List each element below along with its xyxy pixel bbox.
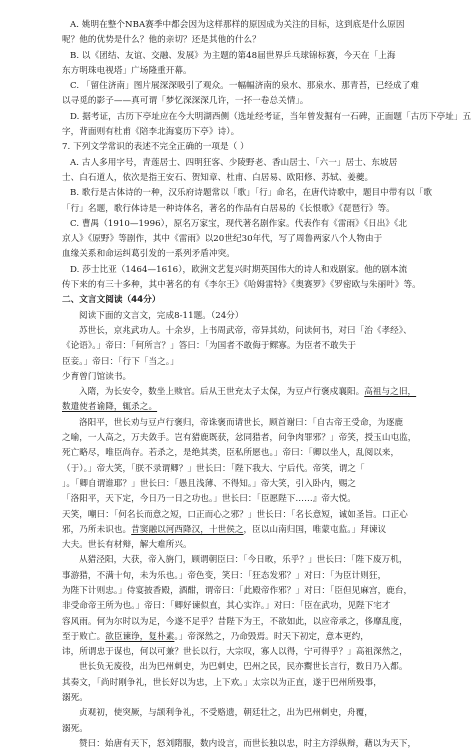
line-text: 世长负无废役，出为巴州刺史，为巴刺史，巴州之民，民亦鬻世长言行，数日乃入都。 — [79, 662, 408, 673]
text-line — [62, 630, 412, 645]
text-line — [62, 385, 417, 400]
line-text: A. 姚明在整个NBA赛季中都会因为这样那样的原因成为关注的目标，这到底是什么原因 — [70, 20, 405, 30]
line-text: 讳，所谓忠于谋也，何以可兼？世长以行，大宗叹，寡人以得，宁可得乎？」高祖深然之， — [62, 647, 408, 658]
text-line — [62, 156, 412, 171]
text-line — [62, 645, 412, 660]
text-line — [62, 278, 421, 293]
line-text: 士、白石道人，依次是指王安石、贺知章、杜甫、白居易、欧阳修、苏轼、姜夔。 — [62, 172, 374, 183]
line-text: 血缘关系和命运纠葛引发的一系列矛盾冲突。 — [62, 249, 235, 260]
line-text: 从猎泾阳，大获，帝入旃门，顾谓朝臣曰：「今日畋，乐乎？」世长曰：「陛下废万机， — [79, 555, 408, 566]
line-text: 「行」名题，歌行体诗是一种诗体名，著名的作品有白居易的《长恨歌》《琵琶行》等。 — [62, 203, 395, 214]
text-line — [62, 431, 417, 446]
text-line — [62, 140, 412, 155]
text-line — [62, 660, 412, 675]
text-line — [62, 706, 412, 721]
text-line — [62, 370, 412, 385]
line-text: B. 歌行是古体诗的一种，汉乐府诗题常以「歌」「行」命名，在唐代诗歌中，题目中带有以「歌 — [70, 188, 433, 199]
text-line — [62, 584, 412, 599]
line-text: 京人》《原野》等剧作，其中《雷雨》以20世纪30年代，写了周鲁两家八个人物由于 — [62, 234, 383, 245]
line-text: （于）。」帝大笑，「朕不录谓卿？」世长曰：「陛下我大、宁后代。帝笑，谓之「 — [62, 463, 365, 474]
line-text: 以寻觅的影子——真可谓「梦忆深深深几许，一抔一卷总关情」。 — [62, 96, 309, 107]
line-text: 《论语》。」帝曰：「何所言？」答曰：「为国者不敢侮于鳏寡。为臣者不敢失于 — [62, 341, 356, 352]
line-text: 事游猎，不满十旬，未为乐也。」帝色变，笑曰：「狂态发邪？」对曰：「为臣计则狂， — [62, 570, 387, 581]
line-text: 邪，乃所未识也。 — [62, 524, 132, 535]
line-text: 贞观初，使突厥，与颉利争礼，不受赂遗，朝廷壮之，出为巴州刺史，舟覆， — [79, 708, 373, 719]
text-line — [62, 217, 412, 232]
line-text: 」。「卿自谓谁耶？」世长曰：「愚且浅薄、不得知。」帝大笑，引入卧内，赐之 — [62, 478, 356, 489]
line-text: 入隋，为长安令，数坐上赎官。后从王世充太子太保，为豆卢行褒戍襄阳。 — [79, 387, 365, 398]
line-text: B. 以《团结、友谊、交融、发展》为主题的第48届世界乒乓球锦标赛，今天在「上海 — [70, 50, 396, 61]
line-text: D. 据考证，古历下亭址应在今大明湖西侧（选址经考证，当年曾发掘有一石碑，正面题「古历下亭址」五 — [70, 111, 472, 122]
text-line — [62, 355, 412, 370]
line-text: 赞曰：始唐有天下，怒刘隋服，数内设言，而世长独以忠，时主方浮纵辩，藉以为天下， — [79, 738, 417, 749]
line-text: 7. 下列文学常识的表述不完全正确的一项是（ ） — [62, 142, 249, 153]
line-text: 「洛阳平，天下定，今日乃一日之功也。」世长曰：「臣愿陛下……』帝大悦。 — [62, 494, 356, 505]
text-line — [62, 538, 412, 553]
line-text: 溺死。 — [62, 723, 88, 734]
text-line — [62, 569, 412, 584]
line-text: 死亡略尽，唯臣尚存。若杀之，是绝其类，臣私所愿也。」帝曰：「卿以坐人，乱阅以来， — [62, 448, 400, 459]
line-text: 为陛下计则忠。」侍宴披香殿，酒酣，谓帝曰：「此殿帝作邪？」对曰：「臣但见麻宫，鹿台， — [62, 585, 413, 596]
text-line — [62, 477, 412, 492]
text-line — [62, 691, 412, 706]
text-line — [62, 247, 412, 262]
line-text: 阅读下面的文言文，完成8-11题。（24分） — [79, 310, 244, 321]
line-text: 东方明珠电视塔」广场隆重开幕。 — [62, 65, 192, 76]
line-text: 苏世长，京兆武功人。十余岁，上书周武帝，帝异其幼，问读何书，对曰「治《孝经》、 — [79, 325, 412, 336]
text-line — [62, 110, 472, 125]
text-line — [62, 400, 412, 415]
text-line — [62, 523, 412, 538]
text-line — [62, 446, 412, 461]
text-line — [62, 309, 412, 324]
text-line — [62, 186, 433, 201]
line-text: C. 曹禺（1910—1996），原名万家宝，现代著名剧作家。代表作有《雷雨》《日出》《北 — [70, 218, 408, 229]
underlined-text: 欲臣谏诤，复朴素 — [105, 631, 175, 642]
text-line — [62, 33, 412, 48]
text-line — [62, 49, 412, 64]
text-line — [62, 462, 412, 477]
section-heading — [62, 293, 412, 308]
text-line — [62, 125, 412, 140]
text-line — [62, 737, 417, 752]
text-line — [62, 599, 412, 614]
line-text: 二、文言文阅读（44分） — [62, 295, 161, 306]
text-line — [62, 676, 412, 691]
line-text: 臣妾。」帝曰：「行下「当之。」 — [62, 356, 179, 367]
text-line — [62, 232, 412, 247]
underlined-text: 昔窦融以河西降汉，十世侯之 — [131, 524, 244, 535]
line-text: 之喻，一人高之，万夫敛手。岂有猎鹿既获，忿同猎者，问争肉罪邪？」帝笑，授玉山屯监， — [62, 433, 417, 444]
line-text: 。」帝深然之，乃命毁焉。时天下初定，意本更约， — [174, 631, 369, 642]
text-line — [62, 171, 412, 186]
line-text: 呢？他的优势是什么？他的亲切？还是其他的什么？ — [62, 35, 261, 46]
line-text: D. 莎士比亚（1464—1616），欧洲文艺复兴时期英国伟大的诗人和戏剧家。他的剧本流 — [70, 264, 408, 275]
underlined-text: 数遣使者谕降，辄杀之。 — [62, 402, 158, 413]
text-line — [62, 492, 412, 507]
line-text: 非受命帝王所为也。」帝曰：「卿好谏似直，其心实诈。」对曰：「臣在武功，见陛下宅才 — [62, 601, 391, 612]
line-text: 大夫。世长有材辩，解大难所兴。 — [62, 540, 192, 551]
underlined-text: 高祖与之旧， — [364, 387, 417, 398]
text-line — [62, 615, 412, 630]
text-line — [62, 324, 412, 339]
line-text: 传下来的有三十多种，其中著名的有《李尔王》《哈姆雷特》《奥赛罗》《罗密欧与朱丽叶》等。 — [62, 280, 421, 291]
line-text: 容风雨。何为尔时以为足，今遂不足乎？昔陛下为王，不欲如此，以应帝承之，侈靡乱度， — [62, 616, 408, 627]
text-line — [62, 416, 412, 431]
line-text: A. 古人多用字号，青莲居士、四明狂客、少陵野老、香山居士、「六一」居士、东坡居 — [70, 157, 398, 168]
line-text: 字，背面则有杜甫《陪李北海宴历下亭》诗）。 — [62, 127, 240, 138]
text-line — [62, 18, 412, 33]
line-text: 溺死。 — [62, 693, 88, 704]
line-text: 其奏文，「尚时刚争礼，世长好以为忠，上下欢。」太宗以为正直，遂于巴州所殁事， — [62, 677, 382, 688]
text-line — [62, 202, 412, 217]
line-text: C. 「留住济南」图片展深深吸引了观众。一幅幅济南的泉水、那泉水、那青苔，已经成了难 — [70, 81, 419, 92]
text-line — [62, 553, 412, 568]
text-line — [62, 79, 419, 94]
line-text: 少育曾门馆读书。 — [62, 371, 132, 382]
text-line — [62, 263, 412, 278]
text-line — [62, 64, 412, 79]
text-line — [62, 722, 412, 737]
line-text: 洛阳平，世长劝与豆卢行褒归，帝诛褒而请世长，顾首谢曰：「自古帝王受命，为逐鹿 — [79, 417, 404, 428]
line-text: ，臣以山南归国，唯蒙屯监。」拜谏议 — [243, 524, 387, 535]
text-line — [62, 508, 412, 523]
text-line — [62, 94, 412, 109]
line-text: 天笑，嘲曰：「何名长而意之短，口正而心之邪？」世长曰：「名长意短，诚如圣旨。口正心 — [62, 509, 408, 520]
text-line — [62, 339, 412, 354]
line-text: 至于败亡。 — [62, 631, 106, 642]
document-body — [62, 18, 472, 752]
